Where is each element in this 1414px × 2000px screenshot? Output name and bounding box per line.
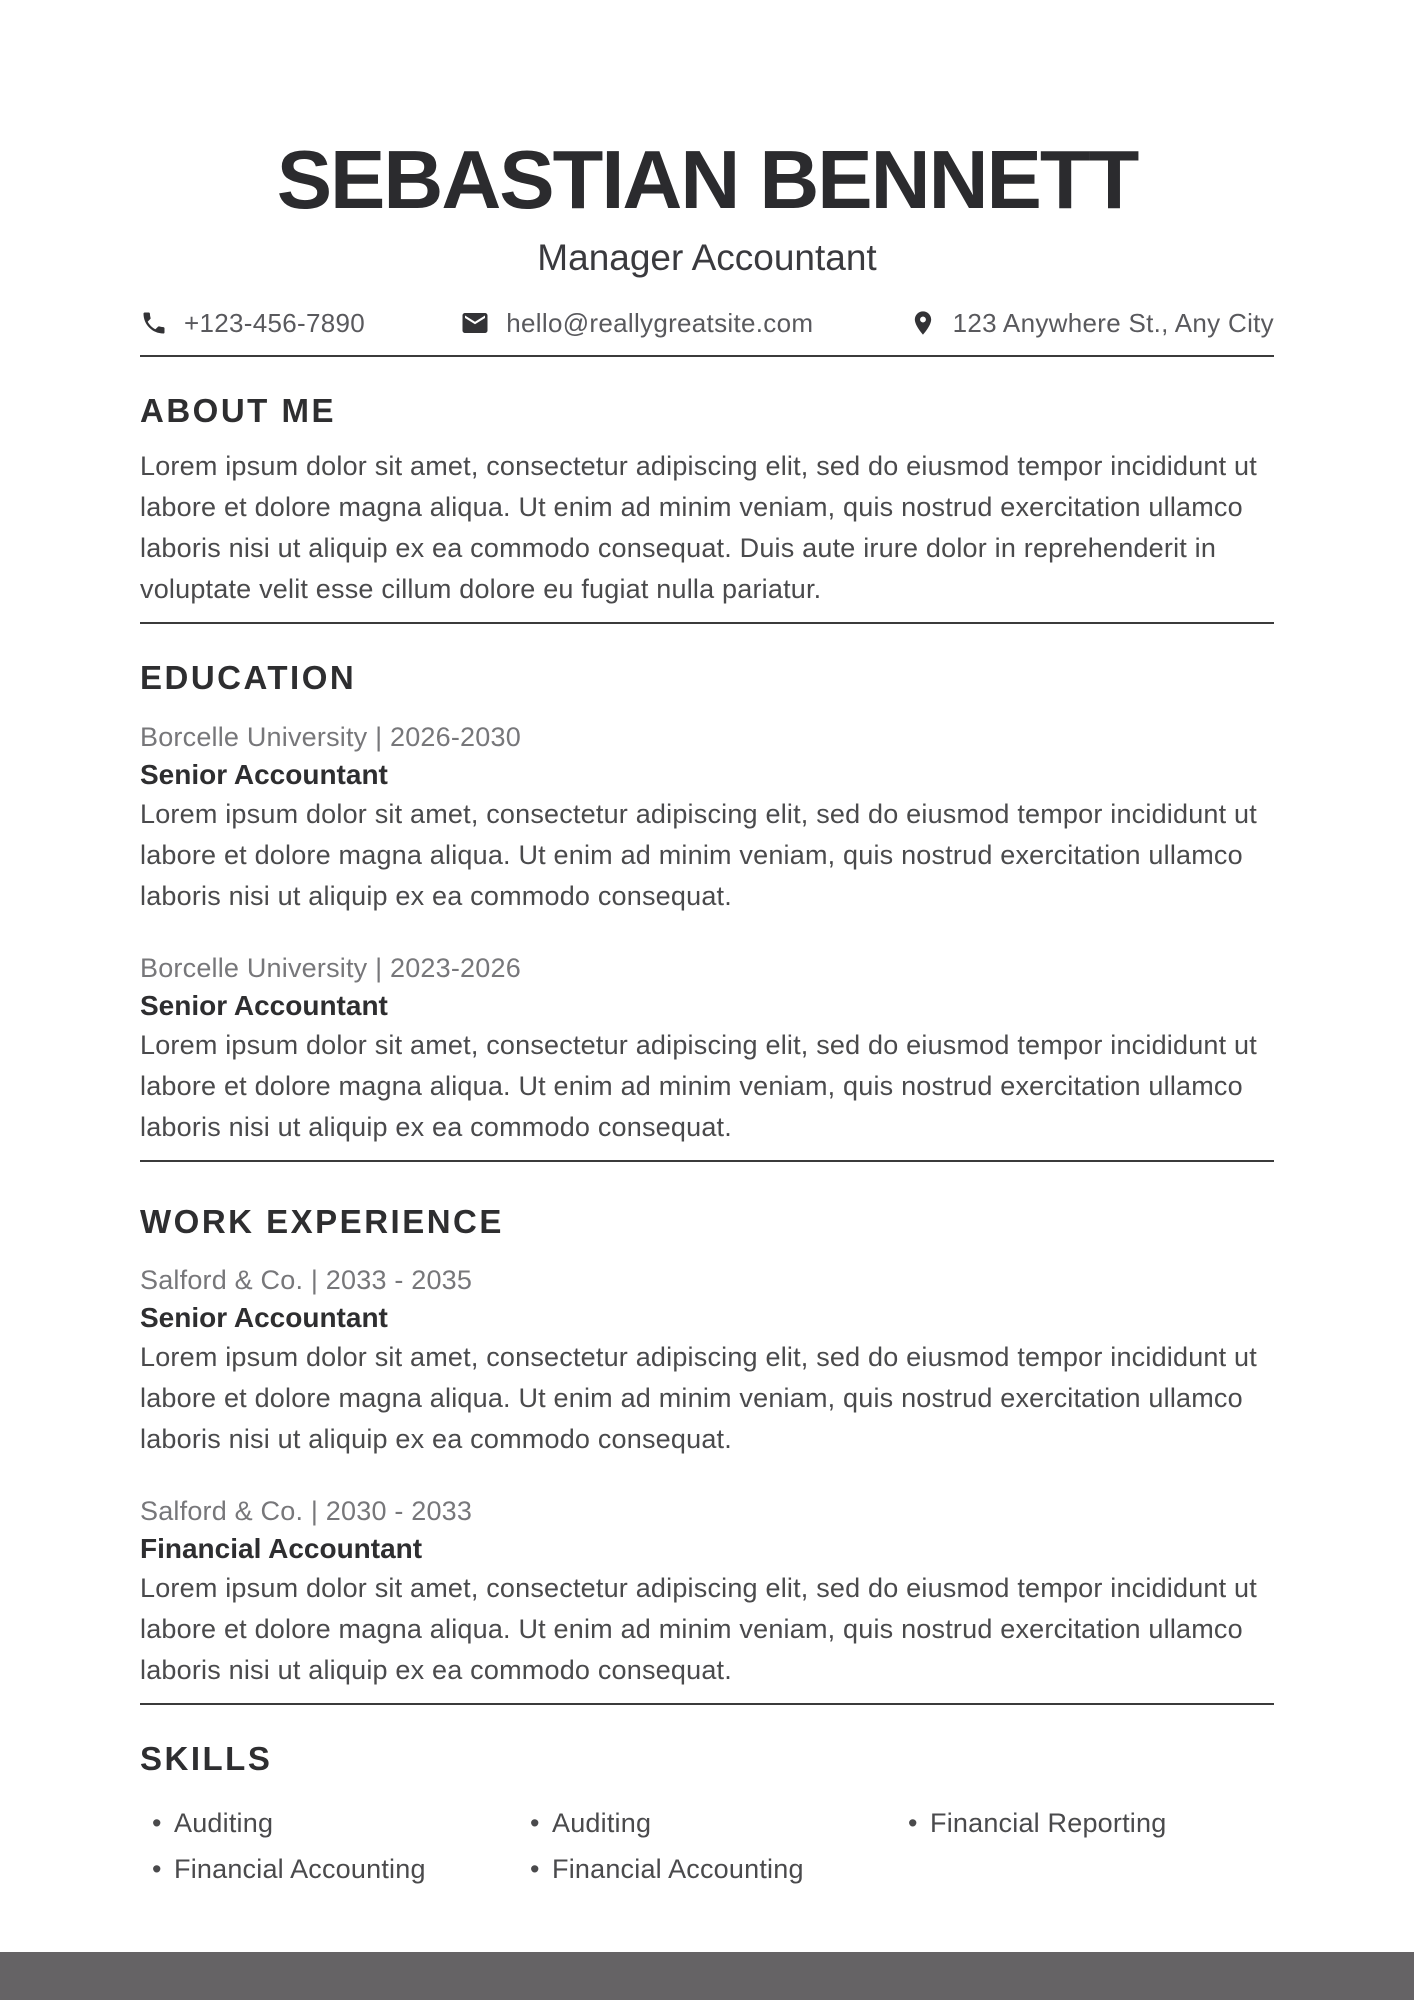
skills-column bbox=[518, 1803, 896, 1895]
location-icon bbox=[909, 309, 937, 337]
education-entry-body: Lorem ipsum dolor sit amet, consectetur adipiscing elit, sed do eiusmod tempor incididunt ut labore et dolore magna aliqua. Ut enim ad minim veniam, quis nostrud exercitation ullamco laboris nisi ut aliquip ex ea commodo consequat. bbox=[140, 798, 1257, 911]
job-title: Manager Accountant bbox=[537, 237, 877, 278]
education-entry bbox=[140, 718, 1274, 917]
experience-entry-meta: Salford & Co. | 2033 - 2035 bbox=[140, 1265, 473, 1296]
education-entry-role: Senior Accountant bbox=[140, 758, 388, 790]
contact-phone bbox=[140, 308, 365, 339]
experience-entry-meta: Salford & Co. | 2030 - 2033 bbox=[140, 1496, 473, 1527]
experience-entry-body: Lorem ipsum dolor sit amet, consectetur adipiscing elit, sed do eiusmod tempor incididunt ut labore et dolore magna aliqua. Ut enim ad minim veniam, quis nostrud exercitation ullamco laboris nisi ut aliquip ex ea commodo consequat. bbox=[140, 1342, 1257, 1455]
skill-item: • Auditing bbox=[140, 1803, 518, 1843]
skills-heading: SKILLS bbox=[140, 1740, 273, 1778]
education-entry-body: Lorem ipsum dolor sit amet, consectetur adipiscing elit, sed do eiusmod tempor incididunt ut labore et dolore magna aliqua. Ut enim ad minim veniam, quis nostrud exercitation ullamco laboris nisi ut aliquip ex ea commodo consequat. bbox=[140, 1029, 1257, 1142]
experience-entry-body: Lorem ipsum dolor sit amet, consectetur adipiscing elit, sed do eiusmod tempor incididunt ut labore et dolore magna aliqua. Ut enim ad minim veniam, quis nostrud exercitation ullamco laboris nisi ut aliquip ex ea commodo consequat. bbox=[140, 1573, 1257, 1686]
education-heading: EDUCATION bbox=[140, 659, 357, 697]
skill-item: • Financial Accounting bbox=[518, 1849, 896, 1889]
street-address: 123 Anywhere St., Any City bbox=[952, 307, 1274, 338]
section-skills bbox=[140, 1739, 1274, 1895]
section-experience bbox=[140, 1202, 1274, 1692]
education-entry-role: Senior Accountant bbox=[140, 989, 388, 1021]
education-entry-meta: Borcelle University | 2026-2030 bbox=[140, 721, 521, 752]
skills-column bbox=[896, 1803, 1274, 1895]
experience-heading: WORK EXPERIENCE bbox=[140, 1202, 504, 1240]
section-education bbox=[140, 658, 1274, 1148]
experience-entry bbox=[140, 1492, 1274, 1691]
phone-icon bbox=[140, 309, 168, 337]
experience-divider bbox=[140, 1703, 1274, 1705]
header-divider bbox=[140, 355, 1274, 357]
section-about bbox=[140, 391, 1274, 611]
education-entry bbox=[140, 949, 1274, 1148]
about-divider bbox=[140, 622, 1274, 624]
education-divider bbox=[140, 1160, 1274, 1162]
person-name: SEBASTIAN BENNETT bbox=[276, 133, 1138, 226]
contact-email bbox=[460, 308, 813, 339]
about-body: Lorem ipsum dolor sit amet, consectetur adipiscing elit, sed do eiusmod tempor incididunt ut labore et dolore magna aliqua. Ut enim ad minim veniam, quis nostrud exercitation ullamco laboris nisi ut aliquip ex ea commodo consequat. Duis aute irure dolor in reprehenderit in voluptate velit esse cillum dolore eu fugiat nulla pariatur. bbox=[140, 451, 1257, 605]
about-heading: ABOUT ME bbox=[140, 391, 336, 429]
email-icon bbox=[460, 308, 490, 338]
skill-item: • Financial Reporting bbox=[896, 1803, 1274, 1843]
experience-entry-role: Senior Accountant bbox=[140, 1302, 388, 1334]
skills-column bbox=[140, 1803, 518, 1895]
skill-item: • Financial Accounting bbox=[140, 1849, 518, 1889]
experience-entry-role: Financial Accountant bbox=[140, 1533, 423, 1565]
skills-grid bbox=[140, 1803, 1274, 1895]
email-address: hello@reallygreatsite.com bbox=[506, 307, 814, 338]
contact-row bbox=[140, 308, 1274, 339]
phone-number: +123-456-7890 bbox=[184, 307, 365, 338]
education-entry-meta: Borcelle University | 2023-2026 bbox=[140, 952, 521, 983]
experience-entry bbox=[140, 1261, 1274, 1460]
contact-address bbox=[909, 308, 1274, 339]
skill-item: • Auditing bbox=[518, 1803, 896, 1843]
footer-bar bbox=[0, 1952, 1414, 2000]
